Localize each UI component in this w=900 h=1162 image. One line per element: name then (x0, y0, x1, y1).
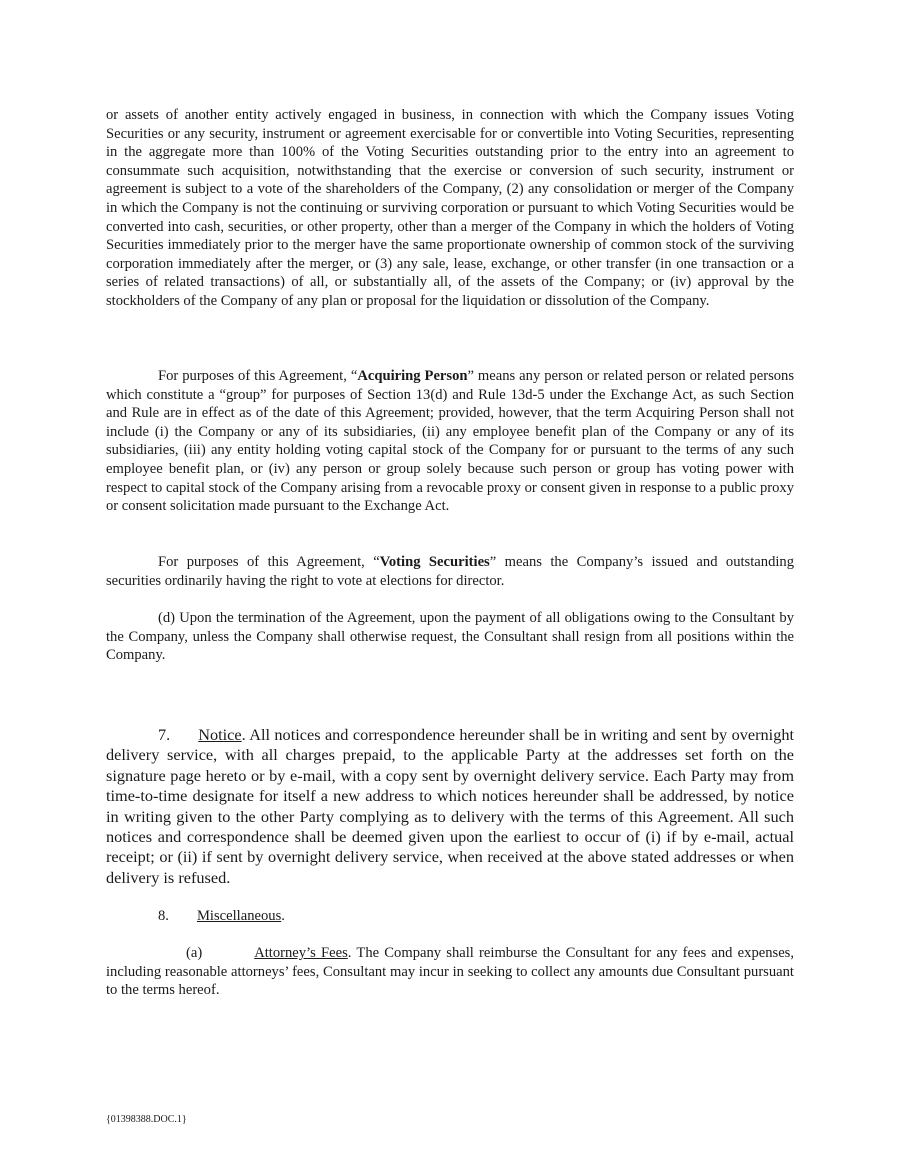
paragraph-continuation: or assets of another entity actively engaged in business, in connection with which the Company issues Voting Securities or any security, instrument or agreement exercisable for or convertible into Voting Securities, representing in the aggregate more than 100% of the Voting Securities outstanding prior to the entry into an agreement to consummate such acquisition, notwithstanding that the exercise or conversion of such security, instrument or agreement is subject to a vote of the shareholders of the Company, (2) any consolidation or merger of the Company in which the Company is not the continuing or surviving corporation or pursuant to which Voting Securities would be converted into cash, securities, or other property, other than a merger of the Company in which the holders of Voting Securities immediately prior to the merger have the same proportionate ownership of common stock of the surviving corporation immediately after the merger, or (3) any sale, lease, exchange, or other transfer (in one transaction or a series of related transactions) of all, or substantially all, of the assets of the Company; or (iv) approval by the stockholders of the Company of any plan or proposal for the liquidation or dissolution of the Company. (106, 107, 794, 309)
acquiring-pre: For purposes of this Agreement, “ (158, 368, 358, 384)
paragraph-attorneys-fees (106, 944, 794, 1000)
acquiring-person-term: Acquiring Person (357, 368, 468, 384)
fees-label: (a) (186, 945, 203, 961)
paragraph-d-termination: (d) Upon the termination of the Agreement, upon the payment of all obligations owing to the Consultant by the Company, unless the Company shall otherwise request, the Consultant shall resign from all positions within the Company. (106, 610, 794, 664)
section-8-period: . (281, 908, 285, 924)
fees-title: Attorney’s Fees (254, 945, 348, 961)
paragraph-acquiring-person (106, 367, 794, 516)
voting-pre: For purposes of this Agreement, “ (158, 554, 380, 570)
section-8-number: 8. (158, 908, 169, 924)
fees-body: . The Company shall reimburse the Consultant for any fees and expenses, including reasonable attorneys’ fees, Consultant may incur in seeking to collect any amounts due Consultant pursuant to the terms hereof. (106, 945, 794, 999)
section-8-title: Miscellaneous (196, 908, 282, 924)
section-7-number: 7. (158, 725, 171, 744)
section-7-title: Notice (198, 725, 242, 744)
paragraph-voting-securities (106, 553, 794, 590)
section-7-body: . All notices and correspondence hereunder shall be in writing and sent by overnight delivery service, with all charges prepaid, to the applicable Party at the addresses set forth on the signature page hereto or by e-mail, with a copy sent by overnight delivery service. Each Party may from time-to-time designate for itself a new address to which notices hereunder shall be addressed, by notice in writing given to the other Party complying as to delivery with the terms of this Agreement. All such notices and correspondence shall be deemed given upon the earliest to occur of (i) if by e-mail, actual receipt; or (ii) if sent by overnight delivery service, when received at the above stated addresses or when delivery is refused. (106, 725, 794, 887)
section-8-heading (106, 907, 794, 926)
section-7-notice (106, 725, 794, 888)
voting-post: ” means the Company’s issued and outstanding securities ordinarily having the right to vote at elections for director. (106, 554, 795, 589)
voting-securities-term: Voting Securities (379, 554, 490, 570)
acquiring-post: ” means any person or related person or related persons which constitute a “group” for purposes of Section 13(d) and Rule 13d-5 under the Exchange Act, as such Section and Rule are in effect as of the date of this Agreement; provided, however, that the term Acquiring Person shall not include (i) the Company or any of its subsidiaries, (ii) any employee benefit plan of the Company or any of its subsidiaries, (iii) any entity holding voting capital stock of the Company for or pursuant to the terms of any such employee benefit plan, or (iv) any person or group solely because such person or group has voting power with respect to capital stock of the Company arising from a revocable proxy or consent given in response to a public proxy or consent solicitation made pursuant to the Exchange Act. (106, 368, 795, 515)
document-footer-id: {01398388.DOC.1} (106, 1114, 187, 1125)
